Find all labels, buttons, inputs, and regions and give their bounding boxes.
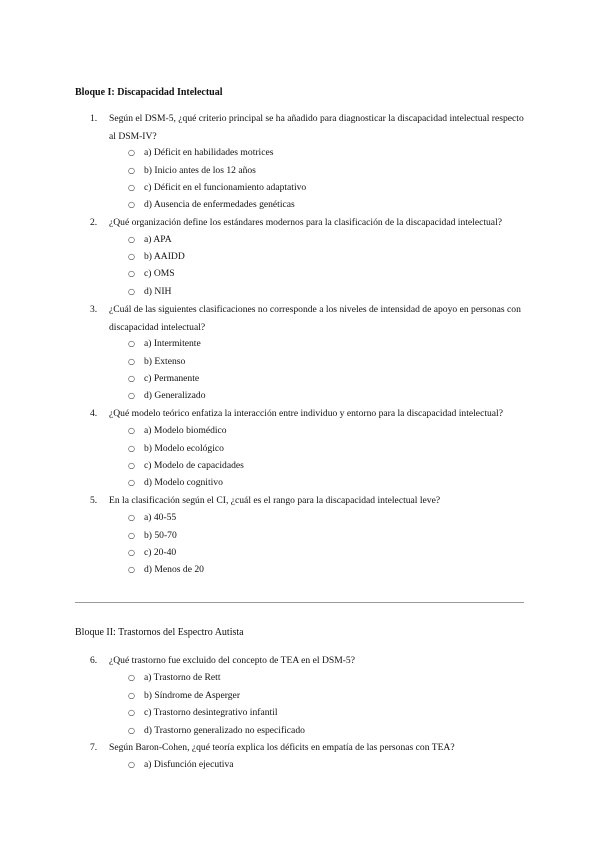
bullet-icon: ○ [128, 691, 135, 700]
question-4 [90, 405, 530, 423]
bullet-icon: ○ [128, 461, 135, 470]
bullet-icon: ○ [128, 531, 135, 540]
option-4b: ○ b) Modelo ecológico [128, 443, 224, 454]
option-2b: ○ b) AAIDD [128, 251, 185, 262]
question-number: 4. [90, 408, 98, 419]
option-2c: ○ c) OMS [128, 268, 175, 279]
bullet-icon: ○ [128, 760, 135, 769]
option-3b: ○ b) Extenso [128, 356, 186, 367]
option-4a: ○ a) Modelo biomédico [128, 425, 227, 436]
question-text: ¿Qué trastorno fue excluido del concepto de TEA en el DSM-5? [109, 655, 355, 666]
question-5 [90, 492, 530, 510]
question-number: 7. [90, 742, 98, 753]
option-5c: ○ c) 20-40 [128, 547, 177, 558]
option-5d: ○ d) Menos de 20 [128, 564, 204, 575]
question-3 [90, 301, 530, 336]
option-1a: ○ a) Déficit en habilidades motrices [128, 147, 274, 158]
bullet-icon: ○ [128, 565, 135, 574]
option-6c: ○ c) Trastorno desintegrativo infantil [128, 707, 278, 718]
bullet-icon: ○ [128, 426, 135, 435]
option-1d: ○ d) Ausencia de enfermedades genéticas [128, 199, 295, 210]
option-3c: ○ c) Permanente [128, 373, 200, 384]
bullet-icon: ○ [128, 513, 135, 522]
question-text: En la clasificación según el CI, ¿cuál es el rango para la discapacidad intelectual leve? [109, 495, 441, 506]
bullet-icon: ○ [128, 166, 135, 175]
option-6d: ○ d) Trastorno generalizado no especificado [128, 725, 305, 736]
question-text: ¿Qué organización define los estándares modernos para la clasificación de la discapacidad intelectual? [109, 217, 502, 228]
bullet-icon: ○ [128, 708, 135, 717]
bullet-icon: ○ [128, 148, 135, 157]
question-number: 3. [90, 304, 98, 315]
bullet-icon: ○ [128, 726, 135, 735]
bullet-icon: ○ [128, 673, 135, 682]
bullet-icon: ○ [128, 374, 135, 383]
question-number: 6. [90, 655, 98, 666]
option-7a: ○ a) Disfunción ejecutiva [128, 759, 234, 770]
bullet-icon: ○ [128, 287, 135, 296]
bullet-icon: ○ [128, 235, 135, 244]
option-6b: ○ b) Síndrome de Asperger [128, 690, 241, 701]
question-text: Según el DSM-5, ¿qué criterio principal se ha añadido para diagnosticar la discapacidad intelectual respecto al DSM-IV? [109, 113, 524, 142]
bullet-icon: ○ [128, 548, 135, 557]
block1-title: Bloque I: Discapacidad Intelectual [75, 87, 223, 98]
question-7 [90, 739, 530, 757]
option-5b: ○ b) 50-70 [128, 530, 177, 541]
option-1c: ○ c) Déficit en el funcionamiento adaptativo [128, 182, 307, 193]
section-divider [75, 602, 524, 603]
bullet-icon: ○ [128, 200, 135, 209]
option-4d: ○ d) Modelo cognitivo [128, 477, 223, 488]
option-5a: ○ a) 40-55 [128, 512, 177, 523]
bullet-icon: ○ [128, 391, 135, 400]
option-6a: ○ a) Trastorno de Rett [128, 672, 221, 683]
question-2 [90, 214, 530, 232]
question-text: ¿Qué modelo teórico enfatiza la interacción entre individuo y entorno para la discapacidad intelectual? [109, 408, 503, 419]
bullet-icon: ○ [128, 339, 135, 348]
option-3d: ○ d) Generalizado [128, 390, 206, 401]
bullet-icon: ○ [128, 252, 135, 261]
bullet-icon: ○ [128, 444, 135, 453]
option-4c: ○ c) Modelo de capacidades [128, 460, 244, 471]
bullet-icon: ○ [128, 478, 135, 487]
bullet-icon: ○ [128, 183, 135, 192]
option-3a: ○ a) Intermitente [128, 338, 201, 349]
question-number: 5. [90, 495, 98, 506]
option-2d: ○ d) NIH [128, 286, 172, 297]
question-text: ¿Cuál de las siguientes clasificaciones no corresponde a los niveles de intensidad de apoyo en personas con discapacidad intelectual? [109, 304, 521, 333]
option-2a: ○ a) APA [128, 234, 172, 245]
question-1 [90, 110, 530, 145]
question-number: 1. [90, 113, 98, 124]
bullet-icon: ○ [128, 357, 135, 366]
question-6 [90, 652, 530, 670]
option-1b: ○ b) Inicio antes de los 12 años [128, 165, 256, 176]
question-text: Según Baron-Cohen, ¿qué teoría explica los déficits en empatía de las personas con TEA? [109, 742, 455, 753]
block2-title: Bloque II: Trastornos del Espectro Autista [75, 627, 244, 638]
question-number: 2. [90, 217, 98, 228]
bullet-icon: ○ [128, 269, 135, 278]
